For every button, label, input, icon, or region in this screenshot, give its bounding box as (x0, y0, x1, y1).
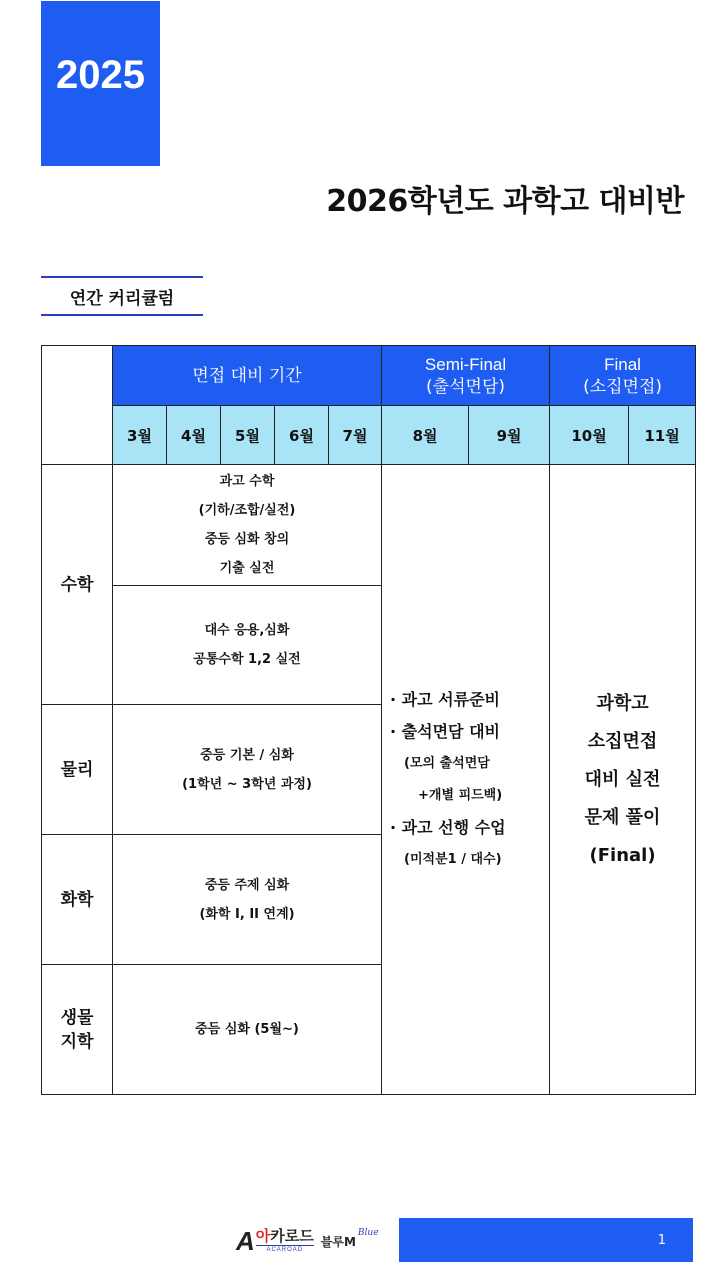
month-cell: 8월 (412, 426, 438, 445)
month-cell: 5월 (221, 406, 275, 465)
semi-item: · 과고 선행 수업 (390, 817, 506, 837)
month-cell: 10월 (571, 426, 607, 445)
group-header-semi-final (382, 346, 550, 406)
logo-mark: A (236, 1226, 255, 1256)
semi-final-content (382, 465, 550, 1095)
final-line: 과학고 (596, 692, 649, 714)
course-line: 대수 응용,심화 (204, 623, 290, 638)
course-line: 기출 실전 (219, 561, 275, 576)
physics-course (113, 705, 382, 835)
subject-chemistry: 화학 (42, 835, 113, 965)
footer-bar (399, 1218, 693, 1262)
final-content (550, 465, 696, 1095)
math-course-algebra (113, 586, 382, 705)
section-heading: 연간 커리큘럼 (41, 276, 203, 316)
semi-subitem: (미적분1 / 대수) (404, 851, 502, 867)
month-cell: 4월 (167, 406, 221, 465)
curriculum-table (41, 345, 696, 1095)
month-cell-pair (382, 406, 550, 465)
course-line: 중등 심화 창의 (204, 532, 290, 547)
subject-line: 지학 (60, 1031, 94, 1052)
logo-name-red: 아 (255, 1227, 271, 1245)
course-line: 중등 주제 심화 (204, 877, 290, 893)
page-number: 1 (657, 1232, 666, 1248)
final-line: 소집면접 (587, 730, 658, 752)
math-course-advanced (113, 465, 382, 586)
logo-name (256, 1228, 314, 1245)
course-line: 중등 기본 / 심화 (200, 747, 294, 763)
month-cell: 7월 (329, 406, 382, 465)
year-text: 2025 (56, 53, 145, 97)
final-label: Final (604, 354, 641, 374)
group-header-interview-label: 면접 대비 기간 (192, 365, 302, 386)
corner-cell (42, 346, 113, 465)
month-cell: 11월 (628, 406, 695, 464)
subject-line: 생물 (60, 1007, 94, 1028)
month-cell: 3월 (113, 406, 167, 465)
final-sublabel: (소집면접) (583, 376, 663, 397)
semi-final-sublabel: (출석면담) (426, 376, 505, 397)
subject-bio-earth (42, 965, 113, 1095)
course-line: 공통수학 1,2 실전 (193, 652, 301, 667)
semi-subitem: +개별 피드백) (418, 787, 503, 803)
semi-subitem: (모의 출석면담 (404, 755, 490, 771)
group-header-interview (113, 346, 382, 406)
logo-brand (256, 1228, 314, 1254)
semi-item: · 출석면담 대비 (390, 721, 500, 741)
page-title: 2026학년도 과학고 대비반 (326, 184, 684, 219)
acaroad-logo (236, 1226, 379, 1256)
month-cell: 6월 (275, 406, 329, 465)
chemistry-course (113, 835, 382, 965)
course-line: 과고 수학 (219, 474, 275, 489)
subject-physics: 물리 (42, 705, 113, 835)
logo-english: ACAROAD (256, 1245, 314, 1254)
final-line: 문제 풀이 (584, 806, 661, 828)
semi-final-label: Semi-Final (424, 354, 507, 374)
logo-script: Blue (357, 1228, 379, 1238)
course-line: (화학 I, II 연계) (199, 906, 295, 922)
logo-name-rest: 카로드 (270, 1227, 314, 1245)
group-header-final (550, 346, 696, 406)
course-line: (기하/조합/실전) (198, 503, 296, 518)
final-line: 대비 실전 (584, 768, 661, 790)
logo-sub: 블루M (320, 1234, 356, 1249)
year-badge (41, 1, 160, 166)
subject-math: 수학 (42, 465, 113, 705)
semi-item: · 과고 서류준비 (390, 689, 500, 709)
month-cell: 9월 (468, 406, 549, 464)
bio-course: 중듬 심화 (5월~) (113, 965, 382, 1095)
course-line: (1학년 ~ 3학년 과정) (182, 776, 312, 792)
final-line: (Final) (589, 844, 656, 866)
month-cell-pair (550, 406, 696, 465)
